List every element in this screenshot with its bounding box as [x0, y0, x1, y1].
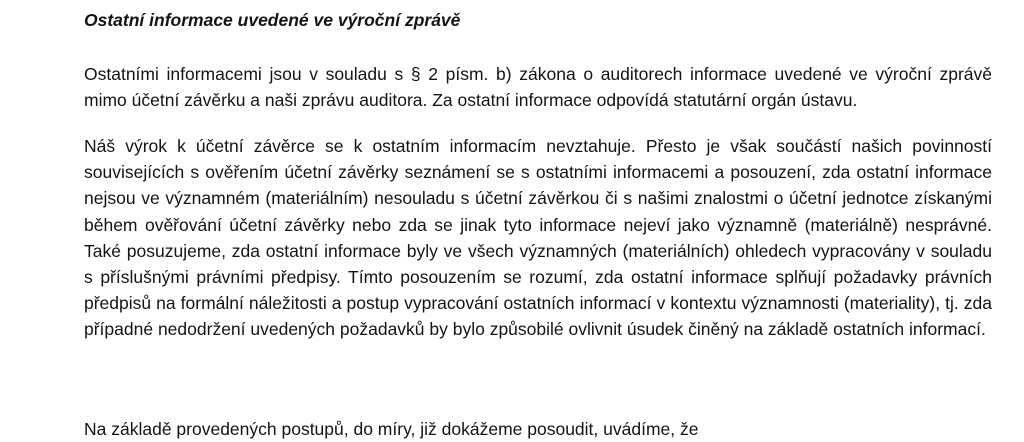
section-title: Ostatní informace uvedené ve výroční zprávě [84, 10, 461, 30]
paragraph-conclusion-intro: Na základě provedených postupů, do míry, již dokážeme posoudit, uvádíme, že [84, 419, 699, 439]
paragraph-other-information-definition: Ostatními informacemi jsou v souladu s § 2 písm. b) zákona o auditorech informace uvedené ve výroční zprávě mimo účetní závěrku a naši zprávu auditora. Za ostatní informace odpovídá statutární orgán ústavu. [84, 64, 992, 111]
paragraph-auditor-responsibility: Náš výrok k účetní závěrce se k ostatním informacím nevztahuje. Přesto je však součástí našich povinností souvisejících s ověřením účetní závěrky seznámení se s ostatními informacemi a posouzení, zda ostatní informace nejsou ve významném (materiálním) nesouladu s účetní závěrkou či s našimi znalostmi o účetní jednotce získanými během ověřování účetní závěrky nebo zda se jinak tyto informace nejeví jako významně (materiálně) nesprávné. Také posuzujeme, zda ostatní informace byly ve všech významných (materiálních) ohledech vypracovány v souladu s příslušnými právními předpisy. Tímto posouzením se rozumí, zda ostatní informace splňují požadavky právních předpisů na formální náležitosti a postup vypracování ostatních informací v kontextu významnosti (materiality), tj. zda případné nedodržení uvedených požadavků by bylo způsobilé ovlivnit úsudek činěný na základě ostatních informací. [84, 136, 992, 340]
